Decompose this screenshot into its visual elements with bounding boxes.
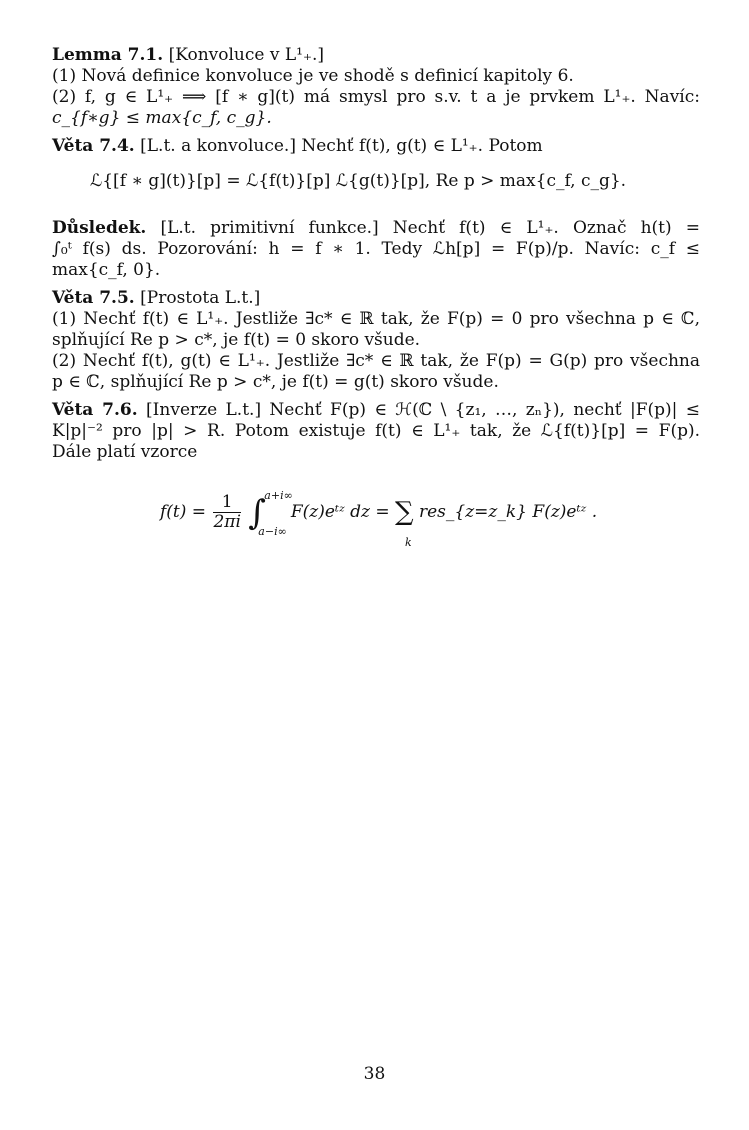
formula-fraction: [213, 493, 240, 532]
integral-lower-limit: a−i∞: [258, 524, 287, 538]
inverse-formula-row: [160, 488, 598, 549]
lemma-7-1-title: [Konvoluce v L¹₊.]: [168, 45, 324, 65]
integral-sign: ∫ a+i∞ a−i∞: [248, 488, 293, 538]
theorem-7-5-item-1-line-1: (1) Nechť f(t) ∈ L¹₊. Jestliže ∃c* ∈ ℝ tak, že F(p) = 0 pro všechna p ∈ ℂ,: [52, 309, 700, 329]
lemma-7-1-item-2-line-2: c_{f∗g} ≤ max{c_f, c_g}.: [52, 108, 272, 128]
fraction-denominator: 2πi: [213, 512, 241, 532]
theorem-7-5-item-2-line-1: (2) Nechť f(t), g(t) ∈ L¹₊. Jestliže ∃c* ∈ ℝ tak, že F(p) = G(p) pro všechna: [52, 351, 700, 371]
fraction-numerator: 1: [213, 493, 240, 513]
lemma-7-1-heading: Lemma 7.1.: [52, 45, 164, 65]
corollary: [52, 218, 700, 281]
theorem-7-5-header: [52, 288, 700, 309]
lemma-7-1-item-2-line-1: (2) f, g ∈ L¹₊ ⟹ [f ∗ g](t) má smysl pro s.v. t a je prvkem L¹₊. Navíc:: [52, 87, 700, 107]
theorem-7-6-line-1-text: [Inverze L.t.] Nechť F(p) ∈ ℋ(ℂ \ {z₁, …, zₙ}), nechť |F(p)| ≤: [146, 400, 700, 420]
theorem-7-4-heading: Věta 7.4.: [52, 136, 135, 156]
theorem-7-6-line-3: Dále platí vzorce: [52, 442, 198, 462]
sum-sign: ∑ k: [395, 502, 414, 523]
lemma-7-1-header: [52, 45, 700, 66]
theorem-7-6-line-1: [52, 400, 700, 421]
theorem-7-6: [52, 400, 700, 549]
integral-upper-limit: a+i∞: [264, 488, 293, 502]
theorem-7-4-text: [L.t. a konvoluce.] Nechť f(t), g(t) ∈ L¹₊. Potom: [140, 136, 543, 156]
theorem-7-4-statement: [52, 136, 700, 157]
corollary-line-1: [52, 218, 700, 239]
formula-lhs: f(t) =: [160, 502, 207, 522]
theorem-7-5-item-2-line-2: p ∈ ℂ, splňující Re p > c*, je f(t) = g(t) skoro všude.: [52, 372, 499, 392]
page-content: [52, 45, 700, 549]
inverse-formula: [52, 477, 700, 549]
theorem-7-6-heading: Věta 7.6.: [52, 400, 138, 420]
lemma-7-1: [52, 45, 700, 129]
lemma-7-1-item-1: (1) Nová definice konvoluce je ve shodě s definicí kapitoly 6.: [52, 66, 574, 86]
theorem-7-4-equation: ℒ{[f ∗ g](t)}[p] = ℒ{f(t)}[p] ℒ{g(t)}[p], Re p > max{c_f, c_g}.: [90, 171, 627, 191]
sum-index: k: [405, 536, 412, 549]
corollary-line-2: ∫₀ᵗ f(s) ds. Pozorování: h = f ∗ 1. Tedy ℒh[p] = F(p)/p. Navíc: c_f ≤: [52, 239, 700, 259]
theorem-7-5: [52, 288, 700, 393]
formula-integrand: F(z)eᵗᶻ dz =: [290, 502, 390, 522]
theorem-7-5-heading: Věta 7.5.: [52, 288, 135, 308]
theorem-7-4: [52, 136, 700, 192]
theorem-7-5-title: [Prostota L.t.]: [140, 288, 261, 308]
theorem-7-5-item-1-line-2: splňující Re p > c*, je f(t) = 0 skoro všude.: [52, 330, 421, 350]
formula-sum-term: res_{z=z_k} F(z)eᵗᶻ .: [419, 502, 598, 522]
page-number: 38: [363, 1064, 386, 1084]
theorem-7-6-line-2: K|p|⁻² pro |p| > R. Potom existuje f(t) ∈ L¹₊ tak, že ℒ{f(t)}[p] = F(p).: [52, 421, 700, 441]
corollary-heading: Důsledek.: [52, 218, 147, 238]
corollary-line-1-text: [L.t. primitivní funkce.] Nechť f(t) ∈ L¹₊. Označ h(t) =: [160, 218, 700, 238]
corollary-line-3: max{c_f, 0}.: [52, 260, 161, 280]
